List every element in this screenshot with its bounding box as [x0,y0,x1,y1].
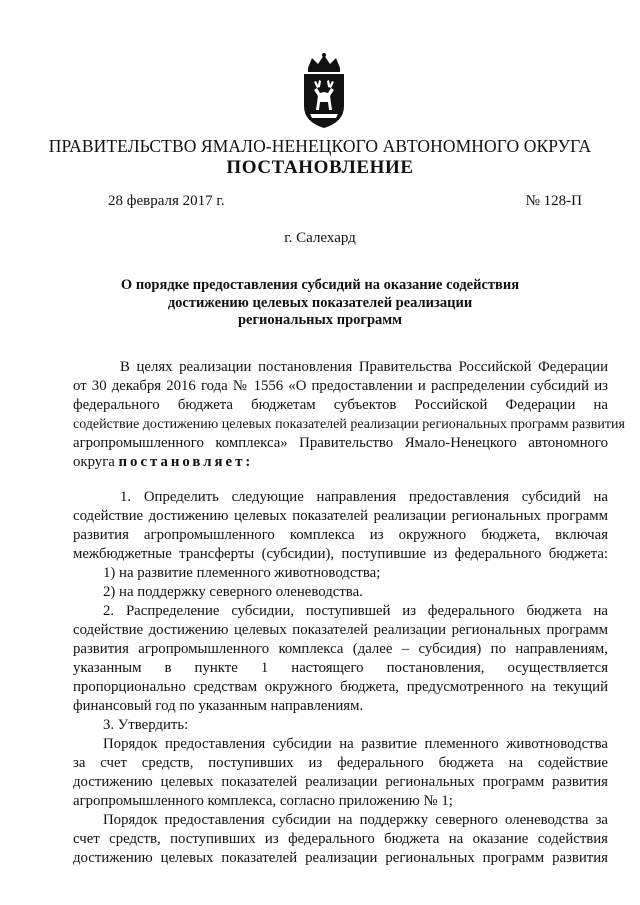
document-number: № 128-П [525,193,582,209]
text-line: счет средств, поступивших из федерального бюджета на оказание содействия [73,831,608,847]
coat-of-arms-emblem [298,52,350,130]
text-line: Порядок предоставления субсидии на развитие племенного животноводства [103,736,608,752]
text-line: 1) на развитие племенного животноводства; [103,565,381,581]
text-line: достижению целевых показателей реализации региональных программ развития [73,850,608,866]
resolves-keyword: постановляет: [118,454,254,470]
document-city: г. Салехард [284,230,356,246]
text-line: достижению целевых показателей реализации региональных программ развития [73,774,608,790]
text-line: содействие достижению целевых показателей реализации региональных программ [73,622,608,638]
document-title [100,277,540,330]
text-line: содействие достижению целевых показателей реализации региональных программ [73,508,608,524]
preamble-paragraph [73,358,625,472]
text-line: Порядок предоставления субсидии на поддержку северного оленеводства за [103,812,608,828]
text-line [73,453,608,472]
document-date: 28 февраля 2017 г. [108,193,225,209]
text-line: межбюджетные трансферты (субсидии), поступившие из федерального бюджета: [73,546,608,562]
text-line: 1. Определить следующие направления предоставления субсидий на [120,489,608,505]
text-line: 3. Утвердить: [103,717,189,733]
text-line: федерального бюджета бюджетам субъектов Российской Федерации на [73,397,608,413]
text-line: финансовый год по указанным направлениям. [73,698,364,714]
text-span: округа [73,454,119,470]
text-line: агропромышленного комплекса» Правительство Ямало-Ненецкого автономного [73,435,608,451]
text-line: развития агропромышленного комплекса из окружного бюджета, включая [73,527,608,543]
text-line: за счет средств, поступивших из федерального бюджета на содействие [73,755,608,771]
text-line: указанным в пункте 1 настоящего постановления, осуществляется [73,660,608,676]
document-type: ПОСТАНОВЛЕНИЕ [226,157,414,178]
text-line: В целях реализации постановления Правительства Российской Федерации [120,359,608,375]
government-name: ПРАВИТЕЛЬСТВО ЯМАЛО-НЕНЕЦКОГО АВТОНОМНОГО ОКРУГА [48,136,592,156]
text-line: от 30 декабря 2016 года № 1556 «О предоставлении и распределении субсидий из [73,378,608,394]
text-line: пропорционально средствам окружного бюджета, предусмотренного на текущий [73,679,608,695]
title-line: достижению целевых показателей реализации [167,294,473,311]
text-line: агропромышленного комплекса, согласно приложению № 1; [73,793,453,809]
text-line: содействие достижению целевых показателей реализации региональных программ развития [73,417,625,432]
text-line: развития агропромышленного комплекса (далее – субсидия) по направлениям, [73,641,608,657]
text-line: 2. Распределение субсидии, поступившей из федерального бюджета на [103,603,608,619]
decree-items [73,488,608,868]
title-line: О порядке предоставления субсидий на оказание содействия [120,277,520,293]
text-line: 2) на поддержку северного оленеводства. [103,584,363,600]
title-line: региональных программ [237,312,403,328]
